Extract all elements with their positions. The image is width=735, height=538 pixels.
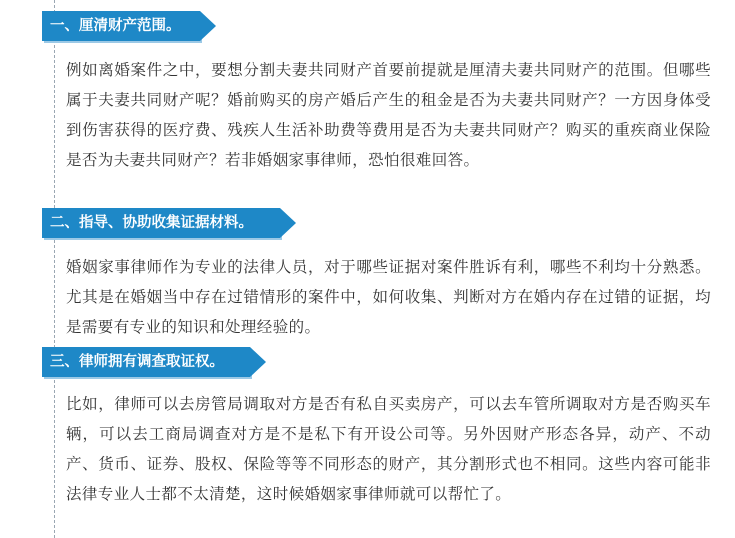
section-heading-tag xyxy=(42,208,253,238)
section-heading-text: 一、厘清财产范围。 xyxy=(50,18,181,34)
section-heading-tag xyxy=(42,347,224,377)
section-body-paragraph: 比如，律师可以去房管局调取对方是否有私自买卖房产，可以去车管所调取对方是否购买车辆，可以去工商局调查对方是不是私下有开设公司等。另外因财产形态各异，动产、不动产、货币、证券、股权、保险等等不同形态的财产，其分割形式也不相同。这些内容可能非法律专业人士都不太清楚，这时候婚姻家事律师就可以帮忙了。 xyxy=(66,395,711,503)
section-heading-text: 三、律师拥有调查取证权。 xyxy=(50,354,224,370)
heading-tag-arrow-icon xyxy=(200,11,216,41)
section-heading-text: 二、指导、协助收集证据材料。 xyxy=(50,215,253,231)
section-heading-tag xyxy=(42,11,181,41)
heading-tag-arrow-icon xyxy=(250,347,266,377)
section-body-paragraph: 例如离婚案件之中，要想分割夫妻共同财产首要前提就是厘清夫妻共同财产的范围。但哪些属于夫妻共同财产呢？婚前购买的房产婚后产生的租金是否为夫妻共同财产？一方因身体受到伤害获得的医疗费、残疾人生活补助费等费用是否为夫妻共同财产？购买的重疾商业保险是否为夫妻共同财产？若非婚姻家事律师，恐怕很难回答。 xyxy=(66,61,711,169)
heading-tag-arrow-icon xyxy=(280,208,296,238)
dashed-guide-line xyxy=(54,0,55,538)
section-body-paragraph: 婚姻家事律师作为专业的法律人员，对于哪些证据对案件胜诉有利，哪些不利均十分熟悉。尤其是在婚姻当中存在过错情形的案件中，如何收集、判断对方在婚内存在过错的证据，均是需要有专业的知识和处理经验的。 xyxy=(66,258,711,336)
